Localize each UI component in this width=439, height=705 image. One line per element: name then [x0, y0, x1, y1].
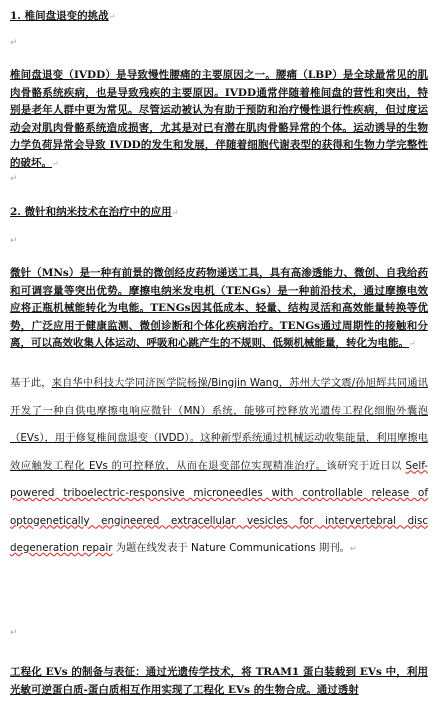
research-team-description: 来自华中科技大学同济医学院杨操/Bingjin Wang，苏州大学文震/孙旭辉共同通讯开发了一种自供电摩擦电响应微针（MN）系统，能够可控释放光遗传工程化细胞外囊泡（EVs），用于修复椎间盘退变（IVDD）。这种新型系统通过机械运动收集能量，利用摩擦电效应触发工程化 EVs 的可控释放，从而在退变部位实现精准治疗。: [10, 377, 429, 472]
paragraph-mark-icon: ↵: [349, 544, 357, 553]
paragraph-ivdd-background: 椎间盘退变（IVDD）是导致慢性腰痛的主要原因之一。腰痛（LBP）是全球最常见的肌肉骨骼系统疾病，也是导致残疾的主要原因。IVDD通常伴随着椎间盘的营性和突出，特别是老年人群中更为常见。尽管运动被认为有助于预防和治疗慢性退行性疾病，但过度运动会对肌肉骨骼系统造成损害，尤其是对已有潜在肌肉骨骼异常的个体。运动诱导的生物力学负荷异常会导致 IVDD的发生和发展，伴随着细胞代谢表型的获得和生物力学完整性的破坏。↵: [10, 67, 428, 172]
section-heading-ivdd-challenge: 1. 椎间盘退变的挑战↵: [10, 10, 116, 22]
paragraph-research-summary: 基于此，来自华中科技大学同济医学院杨操/Bingjin Wang，苏州大学文震/孙旭辉共同通讯开发了一种自供电摩擦电响应微针（MN）系统，能够可控释放光遗传工程化细胞外囊泡（EVs），用于修复椎间盘退变（IVDD）。这种新型系统通过机械运动收集能量，利用摩擦电效应触发工程化 EVs 的可控释放，从而在退变部位实现精准治疗。该研究于近日以 Self-powered triboelectric-responsive microneedles with controllable release of optogenetically engineered extracellular vesicles for intervertebral disc degeneration repair 为题在线发表于 Nature Communications 期刊。↵: [10, 370, 428, 563]
section-heading-microneedles: 2. 微针和纳米技术在治疗中的应用↵: [10, 206, 179, 218]
paragraph-mark-icon: ↵: [409, 339, 416, 348]
paragraph-mark-icon: ↵: [10, 174, 18, 184]
paragraph-microneedles-tengs: 微针（MNs）是一种有前景的微创经皮药物递送工具，具有高渗透能力、微创、自我给药和可调容量等突出优势。摩擦电纳米发电机（TENGs）是一种前沿技术，通过摩擦电效应将正瓶机械能转化为电能。TENGs因其低成本、轻量、结构灵活和高效能量转换等优势，广泛应用于健康监测、微创诊断和个体化疾病治疗。TENGs通过周期性的接触和分离，可以高效收集人体运动、呼吸和心跳产生的不规则、低频机械能量，转化为电能。↵: [10, 265, 428, 353]
paragraph-mark-icon: ↵: [108, 12, 116, 21]
paragraph-mark-icon: ↵: [10, 236, 18, 246]
paragraph-mark-icon: ↵: [10, 38, 18, 48]
paragraph-mark-icon: ↵: [10, 628, 18, 638]
paragraph-mark-icon: ↵: [171, 208, 179, 217]
paper-title: Self-powered triboelectric-responsive microneedles with controllable release of optogenetically engineered extracellular vesicles for intervertebral disc degeneration repair: [10, 459, 428, 554]
paragraph-engineered-evs: 工程化 EVs 的制备与表征：通过光遗传学技术，将 TRAM1 蛋白装载到 EVs 中，利用光敏可逆蛋白质-蛋白质相互作用实现了工程化 EVs 的生物合成。通过透射: [10, 666, 428, 696]
paragraph-mark-icon: ↵: [52, 158, 59, 168]
